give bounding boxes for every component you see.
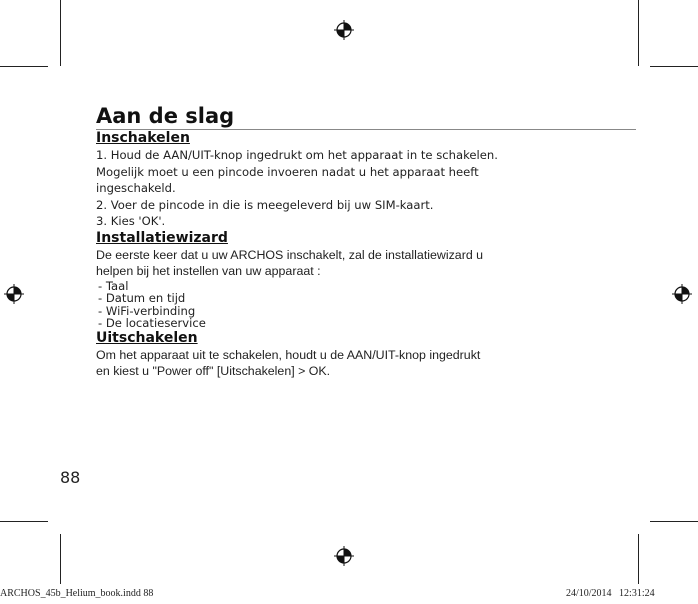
- paragraph-line: 1. Houd de AAN/UIT-knop ingedrukt om het apparaat in te schakelen.: [96, 148, 498, 162]
- crop-mark-top-right-vertical: [638, 0, 639, 66]
- list-item: - WiFi-verbinding: [98, 305, 636, 318]
- section-title-installatiewizard: Installatiewizard: [96, 229, 228, 246]
- paragraph-line: De eerste keer dat u uw ARCHOS inschakelt, zal de installatiewizard u: [96, 247, 484, 262]
- crop-mark-bottom-right-vertical: [638, 534, 639, 584]
- paragraph-line: en kiest u "Power off" [Uitschakelen] > OK.: [96, 364, 331, 379]
- registration-mark-icon: [4, 284, 24, 304]
- crop-mark-top-left-vertical: [60, 0, 61, 66]
- section-title-uitschakelen: Uitschakelen: [96, 329, 198, 346]
- list-item: - Taal: [98, 280, 636, 293]
- paragraph-line: 2. Voer de pincode in die is meegeleverd bij uw SIM-kaart.: [96, 197, 434, 212]
- crop-mark-bottom-left-vertical: [60, 534, 61, 584]
- paragraph-line: Om het apparaat uit te schakelen, houdt u de AAN/UIT-knop ingedrukt: [96, 347, 481, 362]
- crop-mark-bottom-right-horizontal: [650, 521, 698, 522]
- crop-mark-bottom-left-horizontal: [0, 521, 48, 522]
- list-item: - Datum en tijd: [98, 292, 636, 305]
- paragraph-line: helpen bij het instellen van uw apparaat :: [96, 264, 321, 278]
- registration-mark-icon: [334, 546, 354, 566]
- list-item: - De locatieservice: [98, 317, 636, 330]
- crop-mark-top-right-horizontal: [650, 66, 698, 67]
- registration-mark-icon: [334, 20, 354, 40]
- section-title-inschakelen: Inschakelen: [96, 130, 190, 146]
- paragraph-line: 3. Kies 'OK'.: [96, 214, 166, 228]
- paragraph-line: Mogelijk moet u een pincode invoeren nadat u het apparaat heeft: [96, 164, 479, 179]
- paragraph-line: ingeschakeld.: [96, 181, 176, 195]
- slug-timestamp: 24/10/2014 12:31:24: [566, 588, 655, 599]
- slug-file-name: ARCHOS_45b_Helium_book.indd 88: [0, 588, 154, 599]
- crop-mark-top-left-horizontal: [0, 66, 48, 67]
- page-number: 88: [60, 468, 81, 487]
- chapter-title: Aan de slag: [96, 104, 235, 128]
- wizard-steps-list: [96, 280, 636, 330]
- registration-mark-icon: [672, 284, 692, 304]
- page-content: [96, 104, 636, 380]
